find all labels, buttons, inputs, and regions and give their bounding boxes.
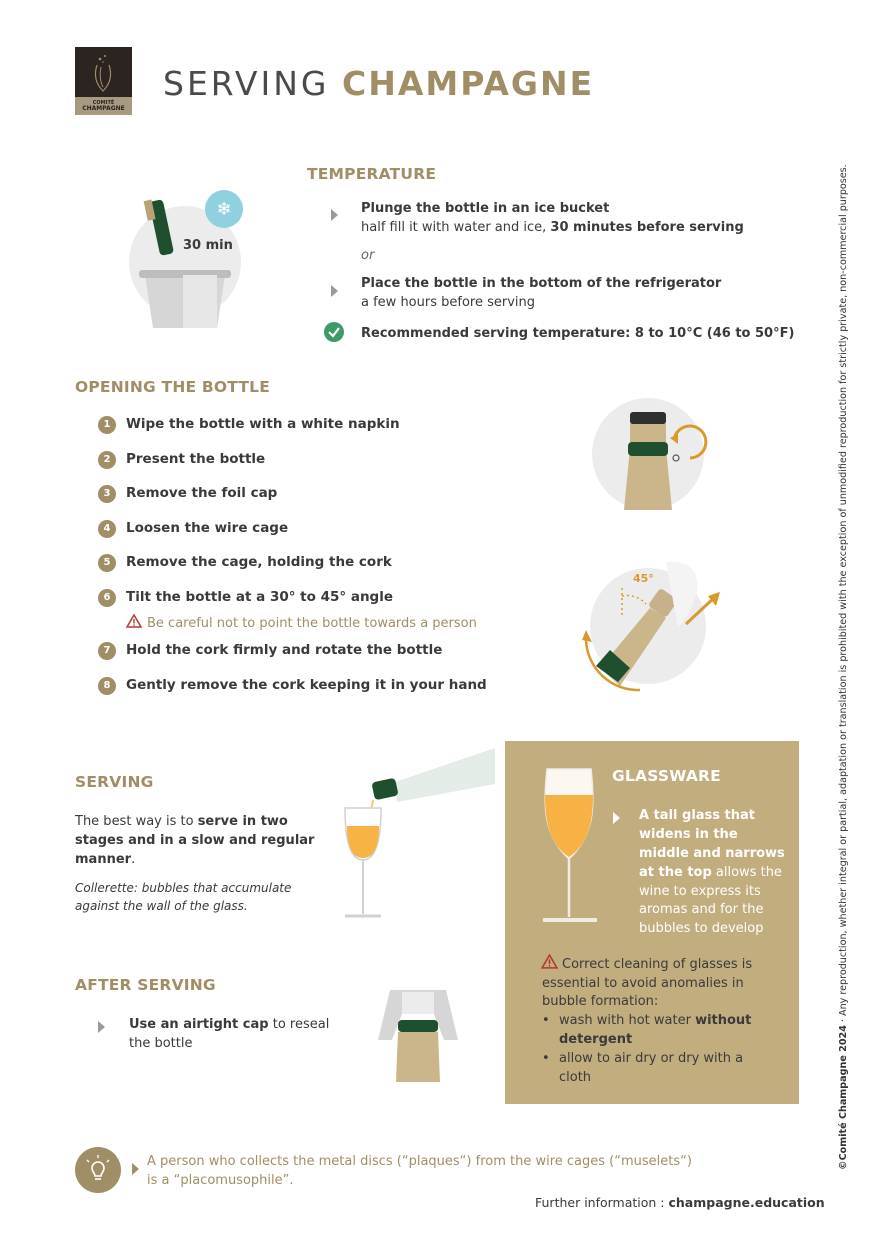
glass-bullet1-text: wash with hot water xyxy=(559,1013,696,1028)
glass-warn3: bubble formation: xyxy=(542,994,659,1009)
step-number: 8 xyxy=(98,677,116,695)
pouring-illustration xyxy=(335,742,500,922)
temp-item1-title: Plunge the bottle in an ice bucket xyxy=(361,201,610,216)
glassware-b4: at the top xyxy=(639,865,712,880)
warning-icon xyxy=(126,614,142,628)
wire-cage-illustration xyxy=(590,398,715,518)
temp-item2-title: Place the bottle in the bottom of the refrigerator xyxy=(361,276,722,291)
step-number: 4 xyxy=(98,520,116,538)
step-number: 2 xyxy=(98,451,116,469)
step-label: Loosen the wire cage xyxy=(126,520,289,536)
after-serving-bold: Use an airtight cap xyxy=(129,1017,269,1032)
bullet-arrow-icon xyxy=(98,1021,105,1033)
after-serving-line2: the bottle xyxy=(129,1036,193,1051)
temperature-heading: TEMPERATURE xyxy=(307,165,437,183)
comite-champagne-logo xyxy=(75,47,132,115)
warning-icon xyxy=(541,954,558,969)
step-number: 3 xyxy=(98,485,116,503)
temp-item1-plain: half fill it with water and ice, xyxy=(361,220,551,235)
glassware-heading: GLASSWARE xyxy=(612,767,721,785)
page-title xyxy=(163,64,594,103)
serving-line2: stages and in a slow and regular xyxy=(75,833,315,848)
glassware-line7: bubbles to develop xyxy=(639,921,764,936)
glassware-line5: wine to express its xyxy=(639,884,761,899)
footer-link[interactable]: champagne.education xyxy=(668,1195,825,1210)
step-number: 7 xyxy=(98,642,116,660)
svg-text:❄: ❄ xyxy=(216,199,232,220)
glass-bullet2: allow to air dry or dry with a xyxy=(559,1051,744,1066)
serving-note1: Collerette: bubbles that accumulate xyxy=(75,881,292,895)
glass-warn1: Correct cleaning of glasses is xyxy=(562,957,753,972)
step-number: 1 xyxy=(98,416,116,434)
serving-line1 xyxy=(75,812,288,831)
copyright-bold: ©Comité Champagne 2024 xyxy=(838,1025,849,1170)
bullet-arrow-icon xyxy=(331,285,338,297)
footer xyxy=(535,1193,825,1212)
logo-line1: COMITÉ xyxy=(92,100,115,106)
title-light: SERVING xyxy=(163,64,330,103)
glass-warn2: essential to avoid anomalies in xyxy=(542,976,744,991)
bullet-dot: • xyxy=(542,1051,550,1066)
after-serving-heading: AFTER SERVING xyxy=(75,976,216,994)
tip-line2: is a “placomusophile”. xyxy=(147,1173,294,1188)
step-number: 5 xyxy=(98,554,116,572)
logo-line2: CHAMPAGNE xyxy=(82,105,125,112)
bullet-arrow-icon xyxy=(331,209,338,221)
glassware-line1: A tall glass that xyxy=(639,808,756,823)
temp-item1-bold: 30 minutes before serving xyxy=(550,220,744,235)
after-serving-text1: to reseal xyxy=(268,1017,330,1032)
glassware-line2: widens in the xyxy=(639,827,738,842)
tall-glass-illustration xyxy=(535,765,607,927)
serving-heading: SERVING xyxy=(75,773,154,791)
copyright-text: · Any reproduction, whether integral or partial, adaptation or translation is prohibited with the exception of unmodified reproduction for strictly private, non-commercial purposes. xyxy=(838,164,849,1026)
copyright-notice xyxy=(838,164,849,1170)
glass-bullet1-bold: without xyxy=(695,1013,752,1028)
bullet-arrow-icon xyxy=(613,812,620,824)
serving-text1: The best way is to xyxy=(75,814,198,829)
opening-heading: OPENING THE BOTTLE xyxy=(75,378,271,396)
bullet-dot: • xyxy=(542,1013,550,1028)
airtight-cap-illustration xyxy=(372,984,464,1086)
champagne-bubbles-icon xyxy=(75,47,132,97)
bullet-arrow-icon xyxy=(132,1163,139,1175)
after-serving-line1 xyxy=(129,1015,329,1034)
glass-bullet2-line2: cloth xyxy=(559,1070,592,1085)
serving-text3-end: . xyxy=(131,852,136,867)
temp-item1-text xyxy=(361,218,744,237)
glassware-line3: middle and narrows xyxy=(639,846,785,861)
ice-bucket-illustration xyxy=(125,190,250,335)
step-label: Remove the cage, holding the cork xyxy=(126,554,392,570)
tip-line1: A person who collects the metal discs (“plaques“) from the wire cages (“muselets“) xyxy=(147,1154,692,1169)
serving-text3-bold: manner xyxy=(75,852,132,867)
glass-bullet1-line2: detergent xyxy=(559,1032,633,1047)
temp-or: or xyxy=(361,248,375,263)
opening-warning: Be careful not to point the bottle towards a person xyxy=(147,616,477,631)
lightbulb-icon xyxy=(75,1147,121,1193)
check-circle-icon xyxy=(324,322,344,342)
step-label: Remove the foil cap xyxy=(126,485,278,501)
serving-text1-bold: serve in two xyxy=(197,814,288,829)
title-bold: CHAMPAGNE xyxy=(342,64,595,103)
step-label: Gently remove the cork keeping it in your hand xyxy=(126,677,487,693)
serving-line3 xyxy=(75,850,135,869)
recommended-temperature: Recommended serving temperature: 8 to 10°C (46 to 50°F) xyxy=(361,326,795,341)
thirty-min-label: 30 min xyxy=(183,238,233,253)
footer-label: Further information : xyxy=(535,1195,669,1210)
tilted-bottle-illustration xyxy=(570,548,730,696)
glassware-line4 xyxy=(639,863,782,882)
angle-label: 45° xyxy=(633,572,654,585)
glass-bullet1 xyxy=(559,1011,751,1030)
serving-note2: against the wall of the glass. xyxy=(75,899,248,913)
step-label: Present the bottle xyxy=(126,451,266,467)
step-label: Tilt the bottle at a 30° to 45° angle xyxy=(126,589,394,605)
glassware-line6: aromas and for the xyxy=(639,902,764,917)
step-number: 6 xyxy=(98,589,116,607)
step-label: Wipe the bottle with a white napkin xyxy=(126,416,400,432)
step-label: Hold the cork firmly and rotate the bottle xyxy=(126,642,443,658)
temp-item2-text: a few hours before serving xyxy=(361,295,536,310)
glassware-t4: allows the xyxy=(711,865,782,880)
